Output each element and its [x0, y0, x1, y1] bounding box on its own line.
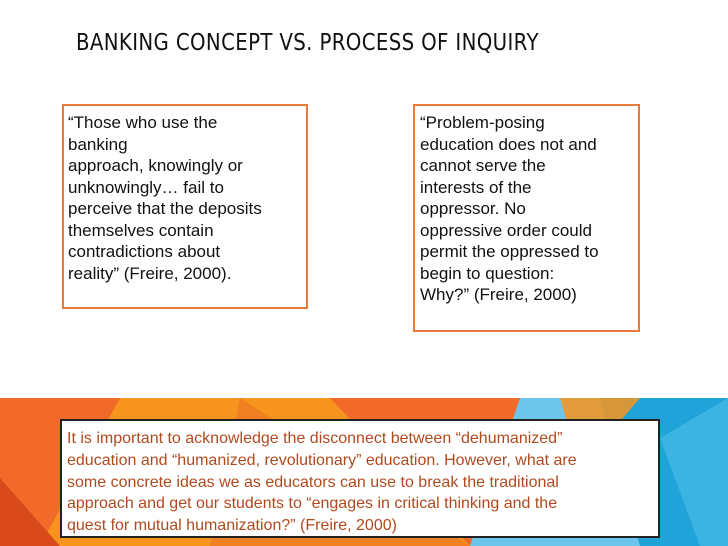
quote-line: “Those who use the	[68, 113, 218, 132]
quote-line: oppressive order could	[420, 220, 592, 240]
quote-line: interests of the	[420, 177, 532, 197]
banking-quote-box	[62, 104, 308, 309]
quote-line: themselves contain	[68, 220, 214, 240]
note-line: quest for mutual humanization?” (Freire, 2000)	[67, 517, 397, 535]
discussion-note-box	[60, 419, 660, 538]
quote-line: education does not and	[420, 134, 597, 154]
quote-line: begin to question:	[420, 263, 555, 283]
quote-line: permit the oppressed to	[420, 242, 599, 261]
quote-line: contradictions about	[68, 242, 221, 261]
quote-line: oppressor. No	[420, 199, 526, 218]
note-line: approach and get our students to “engages in critical thinking and the	[67, 495, 558, 513]
problem-posing-quote-box	[413, 104, 640, 332]
quote-line: cannot serve the	[420, 156, 546, 175]
quote-line: “Problem-posing	[420, 113, 545, 132]
note-line: It is important to acknowledge the disconnect between “dehumanized”	[67, 430, 563, 447]
quote-line: approach, knowingly or	[68, 156, 243, 175]
quote-line: perceive that the deposits	[68, 199, 262, 218]
slide-title: BANKING CONCEPT VS. PROCESS OF INQUIRY	[76, 30, 539, 56]
quote-line: unknowingly… fail to	[68, 177, 224, 197]
quote-line: reality” (Freire, 2000).	[68, 263, 232, 283]
note-line: some concrete ideas we as educators can use to break the traditional	[67, 473, 559, 491]
quote-line: banking	[68, 134, 128, 154]
note-line: education and “humanized, revolutionary” education. However, what are	[67, 451, 577, 469]
quote-line: Why?” (Freire, 2000)	[420, 285, 577, 304]
